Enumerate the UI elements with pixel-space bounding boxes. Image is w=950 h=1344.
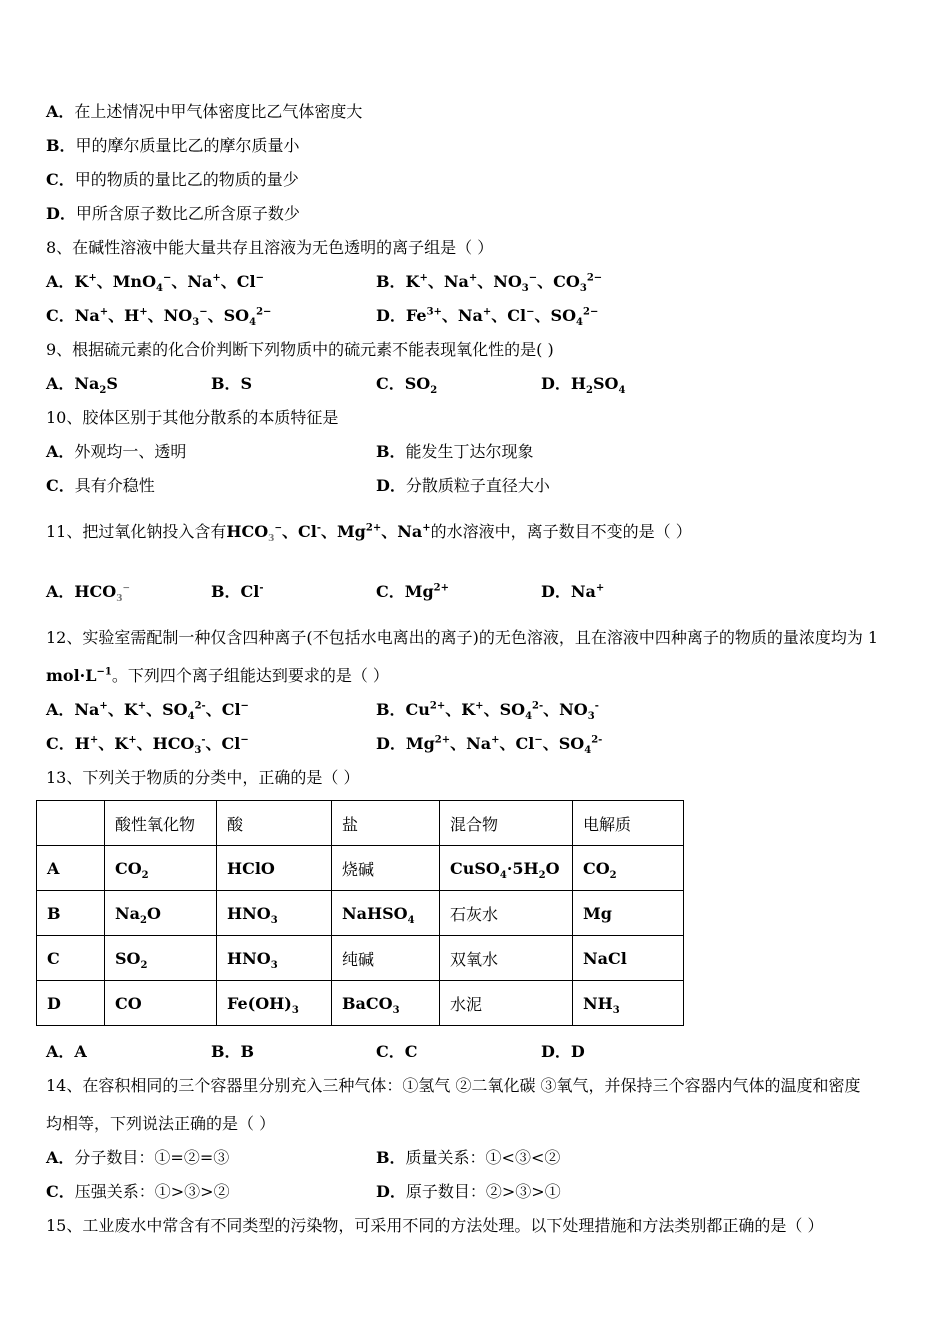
q8-option-a: A．K+、MnO$_4$−、Na+、Cl− [46,272,264,295]
table-header-cell [37,801,105,846]
q7-option-a: A．在上述情况中甲气体密度比乙气体密度大 [46,102,363,121]
q8-stem: 8、在碱性溶液中能大量共存且溶液为无色透明的离子组是（ ） [46,238,494,257]
q14-option-a: A．分子数目：①=②=③ [46,1148,230,1167]
table-cell: $CO_2$ [573,846,684,891]
table-cell: $NH_3$ [573,981,684,1026]
row-label: D [37,981,105,1026]
table-cell: $SO_2$ [105,936,217,981]
table-cell: $Na_2O$ [105,891,217,936]
q7-option-d: D．甲所含原子数比乙所含原子数少 [46,204,300,223]
table-header-cell: 混合物 [440,801,573,846]
q14-option-c: C．压强关系：①>③>② [46,1182,230,1201]
q12-option-c: C．H+、K+、$HCO_3^-$、Cl− [46,734,249,757]
q14-option-d: D．原子数目：②>③>① [376,1182,561,1201]
table-cell: $HNO_3$ [217,891,332,936]
table-cell: Mg [573,891,684,936]
q8-option-d: D．$Fe^{3+}$、Na+、Cl−、$SO_4^{2-}$ [376,306,599,329]
q12-stem-line1: 12、实验室需配制一种仅含四种离子(不包括水电离出的离子)的无色溶液，且在溶液中四种离子的物质的量浓度均为 1 [46,628,879,647]
q8-option-c: C．Na+、H+、$NO_3^-$、$SO_4^{2-}$ [46,306,272,329]
table-cell: $Fe(OH)_3$ [217,981,332,1026]
table-cell: $HNO_3$ [217,936,332,981]
row-label: A [37,846,105,891]
q14-stem-line1: 14、在容积相同的三个容器里分别充入三种气体：①氢气 ②二氧化碳 ③氧气，并保持三个容器内气体的温度和密度 [46,1076,861,1095]
q10-option-a: A．外观均一、透明 [46,442,187,461]
table-cell: 石灰水 [440,891,573,936]
table-row [37,846,684,891]
table-header-cell: 酸性氧化物 [105,801,217,846]
q11-stem: 11、把过氧化钠投入含有$HCO_3^-$、Cl-、$Mg^{2+}$、Na+的水溶液中，离子数目不变的是（ ） [46,522,692,545]
table-header-cell: 盐 [332,801,440,846]
row-label: C [37,936,105,981]
q11-option-d: D．Na+ [541,582,605,601]
table-cell: $CuSO_4\cdot 5H_2O$ [440,846,573,891]
q9-option-a: A．$Na_2S$ [46,374,118,397]
q9-option-b: B．S [211,374,253,393]
q9-option-d: D．$H_2SO_4$ [541,374,626,397]
q11-option-a: A．$HCO_3^-$ [46,582,131,605]
q11-option-c: C．$Mg^{2+}$ [376,582,449,601]
table-cell: 烧碱 [332,846,440,891]
table-header-row [37,801,684,846]
q11-option-b: B．Cl- [211,582,264,601]
table-cell: 纯碱 [332,936,440,981]
table-row [37,981,684,1026]
table-cell: NaCl [573,936,684,981]
q9-stem: 9、根据硫元素的化合价判断下列物质中的硫元素不能表现氧化性的是( ) [46,340,554,359]
table-cell: HClO [217,846,332,891]
q7-option-c: C．甲的物质的量比乙的物质的量少 [46,170,299,189]
table-header-cell: 电解质 [573,801,684,846]
q7-option-b: B．甲的摩尔质量比乙的摩尔质量小 [46,136,300,155]
q10-option-c: C．具有介稳性 [46,476,155,495]
q9-option-c: C．$SO_2$ [376,374,438,397]
table-cell: $CO_2$ [105,846,217,891]
table-cell: BaCO$_3$ [332,981,440,1026]
q13-option-d: D．D [541,1042,585,1061]
q15-stem: 15、工业废水中常含有不同类型的污染物，可采用不同的方法处理。以下处理措施和方法类别都正确的是（ ） [46,1216,824,1235]
q12-option-a: A．Na+、K+、$SO_4^{2-}$、Cl− [46,700,249,723]
table-cell: NaHSO$_4$ [332,891,440,936]
q14-option-b: B．质量关系：①<③<② [376,1148,561,1167]
table-header-cell: 酸 [217,801,332,846]
table-cell: 双氧水 [440,936,573,981]
q13-option-c: C．C [376,1042,418,1061]
q10-option-b: B．能发生丁达尔现象 [376,442,534,461]
table-cell: CO [105,981,217,1026]
q13-stem: 13、下列关于物质的分类中，正确的是（ ） [46,768,360,787]
table-cell: 水泥 [440,981,573,1026]
table-row [37,891,684,936]
classification-table [36,800,684,1026]
q10-option-d: D．分散质粒子直径大小 [376,476,550,495]
q10-stem: 10、胶体区别于其他分散系的本质特征是 [46,408,339,427]
q8-option-b: B．K+、Na+、$NO_3^-$、$CO_3^{2-}$ [376,272,603,295]
q13-option-a: A．A [46,1042,87,1061]
table-row [37,936,684,981]
row-label: B [37,891,105,936]
q12-stem-line2: $mol\cdot L^{-1}$。下列四个离子组能达到要求的是（ ） [46,666,389,685]
q12-option-d: D．$Mg^{2+}$、Na+、Cl−、$SO_4^{2-}$ [376,734,603,757]
q14-stem-line2: 均相等，下列说法正确的是（ ） [46,1114,276,1133]
q12-option-b: B．$Cu^{2+}$、K+、$SO_4^{2-}$、$NO_3^-$ [376,700,599,723]
q13-option-b: B．B [211,1042,255,1061]
